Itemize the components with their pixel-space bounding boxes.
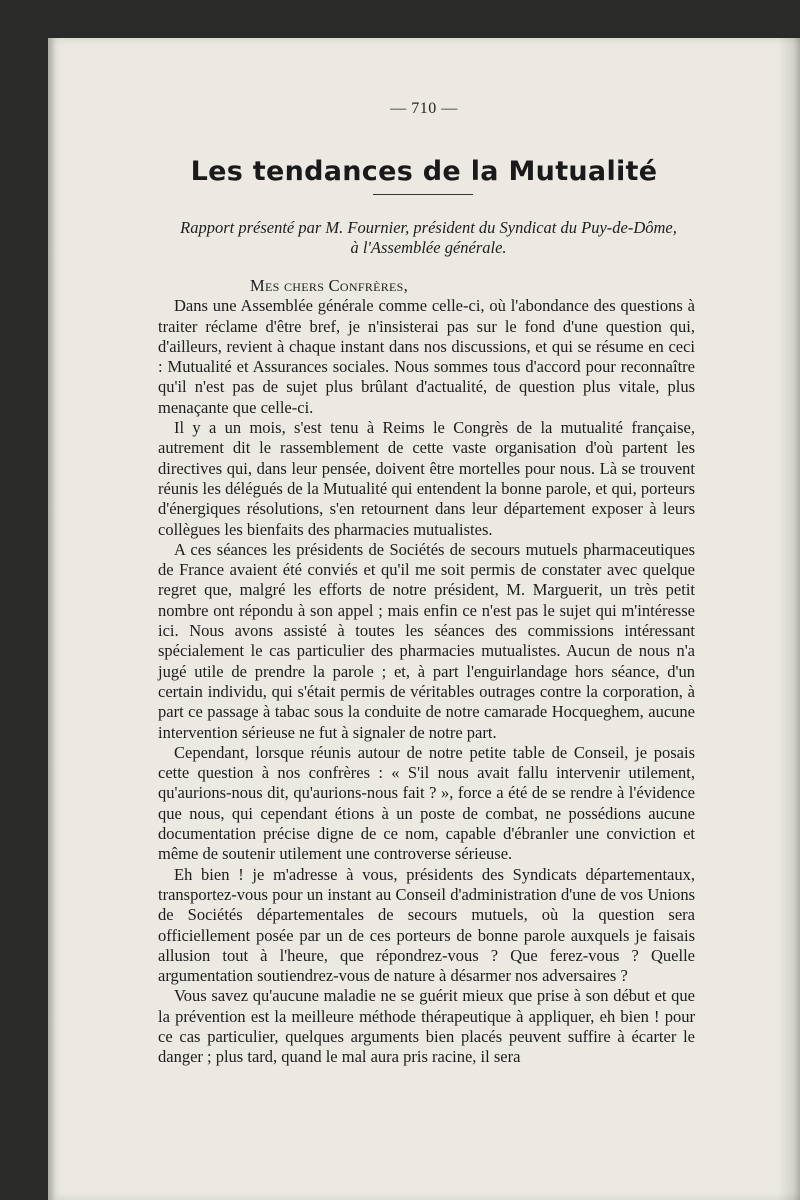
salutation: Mes chers Confrères,: [250, 276, 409, 295]
article-subtitle: [156, 218, 701, 258]
subtitle-line-2: à l'Assemblée générale.: [350, 238, 507, 257]
subtitle-line-1: Rapport présenté par M. Fournier, président du Syndicat du Puy-de-Dôme,: [180, 218, 677, 237]
page-left-shadow: [48, 38, 56, 1200]
paragraph-5: Eh bien ! je m'adresse à vous, présidents des Syndicats départementaux, transportez-vous pour un instant au Conseil d'administration d'une de vos Unions de Sociétés départementales de secours mutuels, où la question sera officiellement posée par un de ces porteurs de bonne parole auxquels je faisais allusion tout à l'heure, que répondrez-vous ? Que ferez-vous ? Quelle argumentation soutiendrez-vous de nature à désarmer nos adversaires ?: [158, 864, 695, 986]
paragraph-2: Il y a un mois, s'est tenu à Reims le Congrès de la mutualité française, autrement dit le rassemblement de cette vaste organisation d'où partent les directives qui, dans leur pensée, doivent être mortelles pour nous. Là se trouvent réunis les délégués de la Mutualité qui entendent la bonne parole, et qui, porteurs d'énergiques résolutions, s'en retournent dans leur département exposer à leurs collègues les bienfaits des pharmacies mutualistes.: [158, 418, 695, 539]
document-page: [48, 38, 800, 1200]
paragraph-4: Cependant, lorsque réunis autour de notre petite table de Conseil, je posais cette question à nos confrères : « S'il nous avait fallu intervenir utilement, qu'aurions-nous dit, qu'aurions-nous fait ? », force a été de se rendre à l'évidence que nous, qui cependant étions à un poste de combat, ne possédions aucune documentation précise digne de ce nom, capable d'ébranler une conviction et même de soutenir utilement une controverse sérieuse.: [158, 742, 695, 864]
page-gutter-shadow: [778, 38, 800, 1200]
paragraph-3: A ces séances les présidents de Sociétés de secours mutuels pharmaceutiques de France avaient été conviés et qu'il me soit permis de constater avec quelque regret que, malgré les efforts de notre président, M. Marguerit, un très petit nombre ont répondu à son appel ; mais enfin ce n'est pas le sujet qui m'intéresse ici. Nous avons assisté à toutes les séances des commissions intéressant spécialement le cas particulier des pharmacies mutualistes. Aucun de nous n'a jugé utile de prendre la parole ; et, à part l'enguirlandage hors séance, d'un certain individu, qui s'était permis de véritables outrages contre la corporation, à part ce passage à tabac sous la conduite de notre camarade Hocqueghem, aucune intervention sérieuse ne fut à signaler de notre part.: [158, 539, 695, 742]
paragraph-6: Vous savez qu'aucune maladie ne se guérit mieux que prise à son début et que la prévention est la meilleure méthode thérapeutique à appliquer, eh bien ! pour ce cas particulier, quelques arguments bien placés peuvent suffire à écarter le danger ; plus tard, quand le mal aura pris racine, il sera: [158, 986, 695, 1067]
paragraph-1: Dans une Assemblée générale comme celle-ci, où l'abondance des questions à traiter réclame d'être bref, je n'insisterai pas sur le fond d'une question qui, d'ailleurs, revient à chaque instant dans nos discussions, et qui se résume en ceci : Mutualité et Assurances sociales. Nous sommes tous d'accord pour reconnaître qu'il n'est pas de sujet plus brûlant d'actualité, de question plus vitale, plus menaçante que celle-ci.: [158, 296, 695, 417]
article-title: Les tendances de la Mutualité: [190, 156, 658, 187]
title-divider: [373, 194, 473, 195]
article-body: [158, 276, 695, 1068]
page-number: — 710 —: [390, 100, 458, 117]
